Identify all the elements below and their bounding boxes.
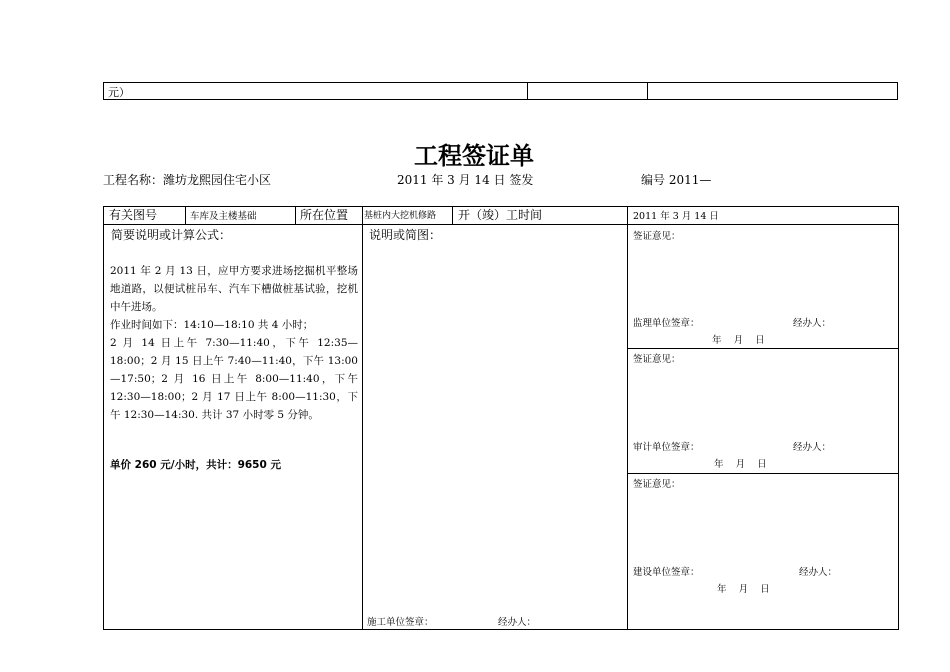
location-label: 所在位置 [300, 208, 349, 222]
project-name: 工程名称：潍坊龙熙园住宅小区 [103, 173, 272, 187]
drawing-no-value: 车库及主楼基础 [190, 211, 257, 222]
audit-agent-label: 经办人： [793, 442, 832, 453]
audit-sign-label: 审计单位签章： [633, 442, 700, 453]
calculation-paragraph: 2011 年 2 月 13 日，应甲方要求进场挖掘机平整场地道路，以便试桩吊车、汽车下槽做桩基试验，挖机中午进场。 [110, 265, 358, 313]
work-time-value: 2011 年 3 月 14 日 [633, 211, 719, 222]
prev-table-text: 元） [108, 86, 130, 99]
contractor-agent-label: 经办人： [498, 617, 537, 628]
row1-divider [295, 206, 296, 225]
row1-bottom-border [103, 224, 899, 225]
column-divider-right [627, 206, 628, 630]
work-time-label: 开（竣）工时间 [458, 208, 543, 222]
supervisor-opinion-label: 签证意见： [633, 231, 681, 242]
location-value: 基桩内大挖机修路 [364, 211, 437, 221]
owner-agent-label: 经办人： [799, 567, 838, 578]
supervisor-agent-label: 经办人： [793, 318, 832, 329]
audit-date-label: 年 月 日 [714, 459, 767, 470]
prev-table-divider [527, 82, 528, 100]
owner-opinion-label: 签证意见： [633, 479, 681, 490]
audit-opinion-label: 签证意见： [633, 354, 681, 365]
total-cost: 单价 260 元/小时，共计：9650 元 [110, 459, 281, 471]
right-block-separator [627, 348, 899, 349]
right-block-separator [627, 473, 899, 474]
supervisor-sign-label: 监理单位签章： [633, 318, 700, 329]
owner-date-label: 年 月 日 [717, 584, 770, 595]
prev-table-fragment [103, 82, 898, 100]
page-title: 工程签证单 [414, 142, 534, 170]
calculation-heading: 简要说明或计算公式： [111, 228, 232, 242]
row1-divider [452, 206, 453, 225]
supervisor-date-label: 年 月 日 [712, 335, 765, 346]
work-hours-detail: 2 月 14 日上午 7:30—11:40，下午 12:35—18:00；2 月 15 日上午 7:40—11:40，下午 13:00—17:50；2 月 16 日上午 8:00—11:40，下午 12:30—18:00；2 月 17 日上午 8:00—11:30，下午 12:30—14:30. 共计 37 小时零 5 分钟。 [110, 337, 358, 421]
drawing-no-label: 有关图号 [109, 208, 158, 222]
issue-date: 2011 年 3 月 14 日 签发 [397, 173, 534, 187]
document-number: 编号 2011— [641, 173, 712, 187]
sketch-heading: 说明或简图： [369, 228, 442, 242]
column-divider-left [362, 206, 363, 630]
work-hours-intro: 作业时间如下：14:10—18:10 共 4 小时； [110, 319, 314, 331]
row1-divider [185, 206, 186, 225]
owner-sign-label: 建设单位签章： [633, 567, 700, 578]
prev-table-divider [647, 82, 648, 100]
contractor-sign-label: 施工单位签章： [367, 617, 434, 628]
